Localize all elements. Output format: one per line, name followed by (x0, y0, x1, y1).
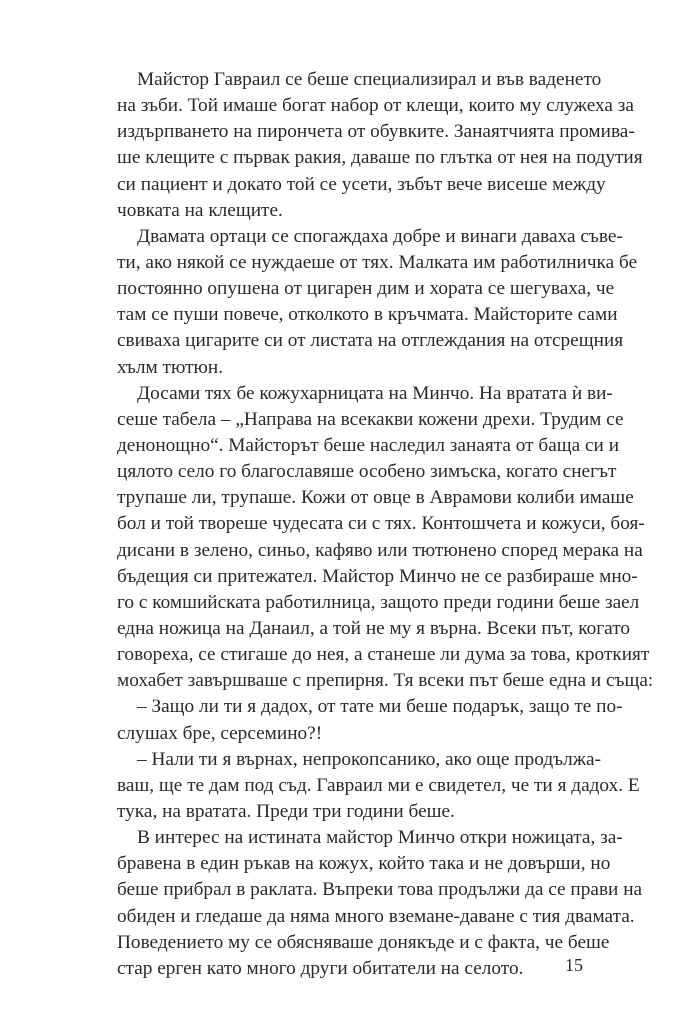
text-line: денонощно“. Майсторът беше наследил занаята от баща си и (117, 434, 620, 456)
text-line: на зъби. Той имаше богат набор от клещи, които му служеха за (117, 95, 634, 117)
text-line: – Защо ли ти я дадох, от тате ми беше подарък, защо те по- (137, 696, 623, 718)
text-line: говореха, се стигаше до нея, а станеше ли дума за това, кроткият (117, 644, 650, 666)
paragraph (117, 694, 623, 746)
text-line: дисани в зелено, синьо, кафяво или тютюнено според мерака на (117, 539, 643, 561)
text-line: си пациент и докато той се усети, зъбът вече висеше между (117, 173, 606, 195)
text-line: бол и той твореше чудесата си с тях. Контошчета и кожуси, боя- (117, 513, 645, 535)
text-line: издърпването на пирончета от обувките. Занаятчията промива- (117, 121, 635, 143)
text-line: В интерес на истината майстор Минчо откри ножицата, за- (137, 827, 623, 849)
paragraph (117, 224, 638, 381)
text-line: там се пуши повече, отколкото в кръчмата. Майсторите сами (117, 304, 618, 326)
body-text (117, 67, 654, 982)
text-line: трупаше ли, трупаше. Кожи от овце в Аврамови колиби имаше (117, 487, 634, 509)
text-line: ше клещите с първак ракия, даваше по глътка от нея на подутия (117, 147, 643, 169)
text-line: ти, ако някой се нуждаеше от тях. Малката им работилничка бе (117, 251, 638, 273)
page-number: 15 (565, 955, 583, 975)
text-line: обиден и гледаше да няма много вземане-даване с тия двамата. (117, 905, 635, 927)
text-line: го с комшийската работилница, защото преди години беше заел (117, 591, 640, 613)
text-line: слушах бре, серсемино?! (117, 722, 323, 744)
text-line: бравена в един ръкав на кожух, който така и не довърши, но (117, 853, 611, 875)
text-line: Двамата ортаци се спогаждаха добре и винаги даваха съве- (137, 225, 623, 247)
text-line: беше прибрал в раклата. Въпреки това продължи да се прави на (117, 879, 643, 901)
paragraph (117, 747, 640, 825)
text-line: стар ерген като много други обитатели на селото. (117, 957, 524, 979)
text-line: една ножица на Данаил, а той не му я върна. Всеки път, когато (117, 617, 631, 639)
text-line: мохабет завършваше с препирня. Тя всеки път беше една и съща: (117, 670, 654, 692)
text-line: Поведението му се обясняваше донякъде и с факта, че беше (117, 931, 610, 953)
text-line: хълм тютюн. (117, 356, 224, 378)
text-line: Майстор Гавраил се беше специализирал и във ваденето (137, 69, 602, 90)
text-line: постоянно опушена от цигарен дим и хората се шегуваха, че (117, 278, 615, 300)
text-line: цялото село го благославяше особено зимъска, когато снегът (117, 461, 617, 483)
text-line: ваш, ще те дам под съд. Гавраил ми е свидетел, че ти я дадох. Е (117, 774, 640, 796)
text-line: тука, на вратата. Преди три години беше. (117, 800, 455, 822)
text-line: сеше табела – „Направа на всекакви кожени дрехи. Трудим се (117, 408, 624, 430)
text-line: Досами тях бе кожухарницата на Минчо. На вратата ѝ ви- (137, 382, 613, 404)
text-line: свиваха цигарите си от листата на отглеждания на отсрещния (117, 330, 624, 352)
paragraph (117, 381, 654, 695)
text-line: човката на клещите. (117, 199, 283, 221)
paragraph (117, 825, 643, 982)
paragraph (117, 67, 643, 224)
text-line: – Нали ти я върнах, непрокопсанико, ако още продължа- (137, 748, 602, 770)
text-line: бъдещия си притежател. Майстор Минчо не се разбираше мно- (117, 565, 638, 587)
